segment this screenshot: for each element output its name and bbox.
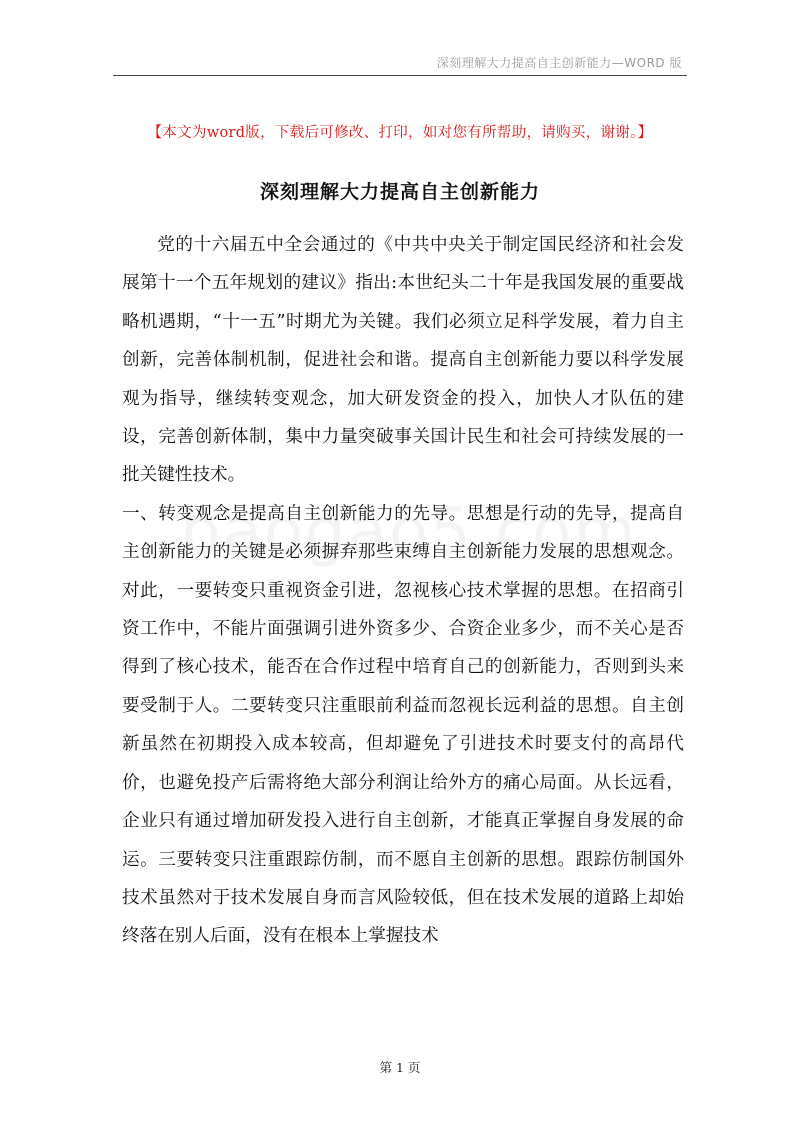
- paragraph-section-1: 一、转变观念是提高自主创新能力的先导。思想是行动的先导，提高自主创新能力的关键是必须摒弃那些束缚自主创新能力发展的思想观念。对此，一要转变只重视资金引进，忽视核心技术掌握的思想。在招商引资工作中，不能片面强调引进外资多少、合资企业多少，而不关心是否得到了核心技术，能否在合作过程中培育自己的创新能力，否则到头来要受制于人。二要转变只注重眼前利益而忽视长远利益的思想。自主创新虽然在初期投入成本较高，但却避免了引进技术时要支付的高昂代价，也避免投产后需将绝大部分利润让给外方的痛心局面。从长远看，企业只有通过增加研发投入进行自主创新，才能真正掌握自身发展的命运。三要转变只注重跟踪仿制，而不愿自主创新的思想。跟踪仿制国外技术虽然对于技术发展自身而言风险较低，但在技术发展的道路上却始终落在别人后面，没有在根本上掌握技术: [122, 503, 684, 947]
- document-title: 深刻理解大力提高自主创新能力: [259, 181, 540, 203]
- header-divider: [113, 75, 687, 76]
- paragraph-intro: 党的十六届五中全会通过的《中共中央关于制定国民经济和社会发展第十一个五年规划的建议》指出:本世纪头二十年是我国发展的重要战略机遇期，“十一五”时期尤为关键。我们必须立足科学发展，着力自主创新，完善体制机制，促进社会和谐。提高自主创新能力要以科学发展观为指导，继续转变观念，加大研发资金的投入，加快人才队伍的建设，完善创新体制，集中力量突破事关国计民生和社会可持续发展的一批关键性技术。: [122, 235, 684, 486]
- running-header: 深刻理解大力提高自主创新能力—WORD 版: [436, 56, 682, 70]
- page-number: 第 1 页: [379, 1060, 421, 1075]
- document-body: [122, 226, 684, 956]
- download-notice: 【本文为word版，下载后可修改、打印，如对您有所帮助，请购买，谢谢。】: [147, 125, 653, 141]
